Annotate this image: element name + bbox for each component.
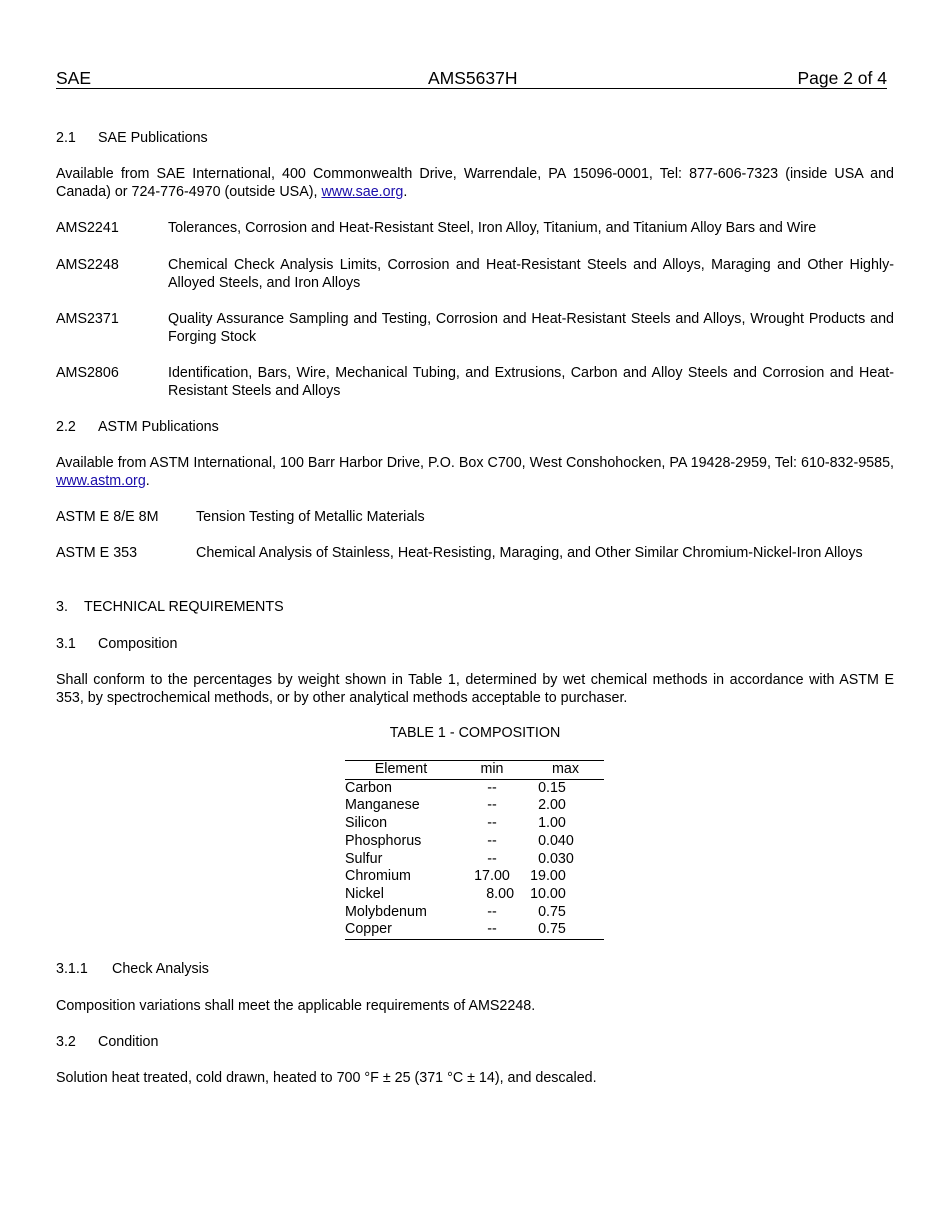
cell-element: Copper bbox=[345, 921, 457, 939]
reference-title: Tension Testing of Metallic Materials bbox=[196, 509, 425, 525]
table-row bbox=[345, 921, 604, 939]
condition-paragraph: Solution heat treated, cold drawn, heated to 700 °F ± 25 (371 °C ± 14), and descaled. bbox=[56, 1070, 597, 1086]
check-analysis-paragraph: Composition variations shall meet the applicable requirements of AMS2248. bbox=[56, 998, 536, 1014]
reference-title: Chemical Analysis of Stainless, Heat-Resisting, Maraging, and Other Similar Chromium-Nickel-Iron Alloys bbox=[196, 545, 863, 561]
cell-element: Manganese bbox=[345, 797, 420, 814]
cell-element: Silicon bbox=[345, 815, 388, 832]
section-title: Composition bbox=[98, 636, 178, 652]
cell-min: -- bbox=[487, 779, 497, 796]
reference-ams2806 bbox=[56, 364, 894, 400]
reference-ams2248 bbox=[56, 256, 894, 292]
table-row bbox=[345, 904, 604, 922]
section-number: 3. bbox=[56, 599, 68, 615]
page-header bbox=[56, 66, 887, 89]
cell-max: 19.00 bbox=[530, 868, 566, 885]
section-title: SAE Publications bbox=[98, 130, 208, 146]
section-3-1-1-heading bbox=[56, 960, 894, 978]
reference-title: Quality Assurance Sampling and Testing, Corrosion and Heat-Resistant Steels and Alloys, Wrought Products and Forging Stock bbox=[168, 311, 894, 345]
astm-availability-paragraph bbox=[56, 454, 894, 490]
section-2-1-heading bbox=[56, 129, 894, 147]
section-number: 3.2 bbox=[56, 1034, 76, 1050]
section-number: 2.2 bbox=[56, 419, 76, 435]
reference-code: ASTM E 8/E 8M bbox=[56, 509, 159, 525]
cell-max: 1.00 bbox=[538, 815, 566, 832]
reference-code: AMS2248 bbox=[56, 257, 119, 273]
section-title: TECHNICAL REQUIREMENTS bbox=[84, 599, 284, 615]
reference-title: Identification, Bars, Wire, Mechanical Tubing, and Extrusions, Carbon and Alloy Steels and Corrosion and Heat-Resistant Steels and Alloys bbox=[168, 365, 894, 399]
table-row bbox=[345, 851, 604, 869]
cell-max: 0.75 bbox=[527, 921, 604, 939]
reference-ams2241 bbox=[56, 219, 894, 237]
header-org: SAE bbox=[56, 68, 92, 88]
cell-min: -- bbox=[487, 797, 497, 814]
cell-element: Sulfur bbox=[345, 850, 383, 867]
cell-min: -- bbox=[457, 921, 527, 939]
composition-paragraph: Shall conform to the percentages by weight shown in Table 1, determined by wet chemical methods in accordance with ASTM E 353, by spectrochemical methods, or by other analytical methods acceptable to purchaser. bbox=[56, 672, 894, 706]
table-row bbox=[345, 833, 604, 851]
cell-element: Carbon bbox=[345, 779, 392, 796]
astm-website-link[interactable]: www.astm.org bbox=[56, 473, 146, 489]
table-row bbox=[345, 797, 604, 815]
cell-max: 2.00 bbox=[538, 797, 566, 814]
cell-element: Molybdenum bbox=[345, 903, 427, 920]
reference-title: Chemical Check Analysis Limits, Corrosion and Heat-Resistant Steels and Alloys, Maraging and Other Highly-Alloyed Steels, and Iron Alloys bbox=[168, 257, 894, 291]
section-title: Check Analysis bbox=[112, 961, 209, 977]
table-row bbox=[345, 779, 604, 797]
cell-element: Nickel bbox=[345, 885, 384, 902]
header-page-number: Page 2 of 4 bbox=[797, 68, 887, 88]
column-header-element: Element bbox=[345, 761, 457, 780]
cell-min: -- bbox=[487, 815, 497, 832]
reference-ams2371 bbox=[56, 310, 894, 346]
cell-max: 0.15 bbox=[538, 779, 566, 796]
astm-availability-period: . bbox=[145, 473, 150, 489]
column-header-min: min bbox=[457, 761, 527, 780]
cell-min: -- bbox=[487, 903, 497, 920]
cell-element: Chromium bbox=[345, 868, 411, 885]
reference-code: AMS2806 bbox=[56, 365, 119, 381]
table-header-row bbox=[345, 761, 604, 780]
sae-availability-paragraph bbox=[56, 165, 894, 201]
reference-astm-e353 bbox=[56, 544, 894, 580]
sae-website-link[interactable]: www.sae.org bbox=[321, 184, 404, 200]
section-2-2-heading bbox=[56, 418, 894, 436]
section-number: 3.1 bbox=[56, 636, 76, 652]
table-row bbox=[345, 886, 604, 904]
reference-code: AMS2371 bbox=[56, 311, 119, 327]
cell-max: 10.00 bbox=[530, 885, 566, 902]
table-row bbox=[345, 815, 604, 833]
reference-astm-e8 bbox=[56, 508, 894, 526]
astm-availability-text: Available from ASTM International, 100 Barr Harbor Drive, P.O. Box C700, West Conshohocken, PA 19428-2959, Tel: 610-832-9585, bbox=[56, 455, 894, 471]
cell-max: 0.040 bbox=[538, 832, 574, 849]
sae-availability-period: . bbox=[403, 184, 408, 200]
cell-min: -- bbox=[487, 832, 497, 849]
reference-code: AMS2241 bbox=[56, 220, 119, 236]
table-title: TABLE 1 - COMPOSITION bbox=[389, 725, 561, 741]
cell-min: -- bbox=[487, 850, 497, 867]
section-3-2-heading bbox=[56, 1033, 894, 1051]
reference-title: Tolerances, Corrosion and Heat-Resistant Steel, Iron Alloy, Titanium, and Titanium Alloy Bars and Wire bbox=[168, 220, 817, 236]
header-doc-number: AMS5637H bbox=[428, 68, 518, 88]
section-3-1-heading bbox=[56, 635, 894, 653]
composition-table bbox=[345, 760, 604, 940]
cell-element: Phosphorus bbox=[345, 832, 422, 849]
reference-code: ASTM E 353 bbox=[56, 545, 138, 561]
section-title: Condition bbox=[98, 1034, 159, 1050]
section-number: 3.1.1 bbox=[56, 961, 88, 977]
cell-max: 0.75 bbox=[538, 903, 566, 920]
cell-min: 17.00 bbox=[474, 868, 510, 885]
table-row bbox=[345, 868, 604, 886]
cell-max: 0.030 bbox=[538, 850, 574, 867]
section-title: ASTM Publications bbox=[98, 419, 219, 435]
cell-min: 8.00 bbox=[486, 885, 515, 902]
sae-availability-text: Available from SAE International, 400 Commonwealth Drive, Warrendale, PA 15096-0001, Tel: 877-606-7323 (inside USA and Canada) or 724-776-4970 (outside USA), bbox=[56, 166, 894, 200]
column-header-max: max bbox=[527, 761, 604, 780]
section-number: 2.1 bbox=[56, 130, 76, 146]
section-3-heading bbox=[56, 598, 894, 616]
